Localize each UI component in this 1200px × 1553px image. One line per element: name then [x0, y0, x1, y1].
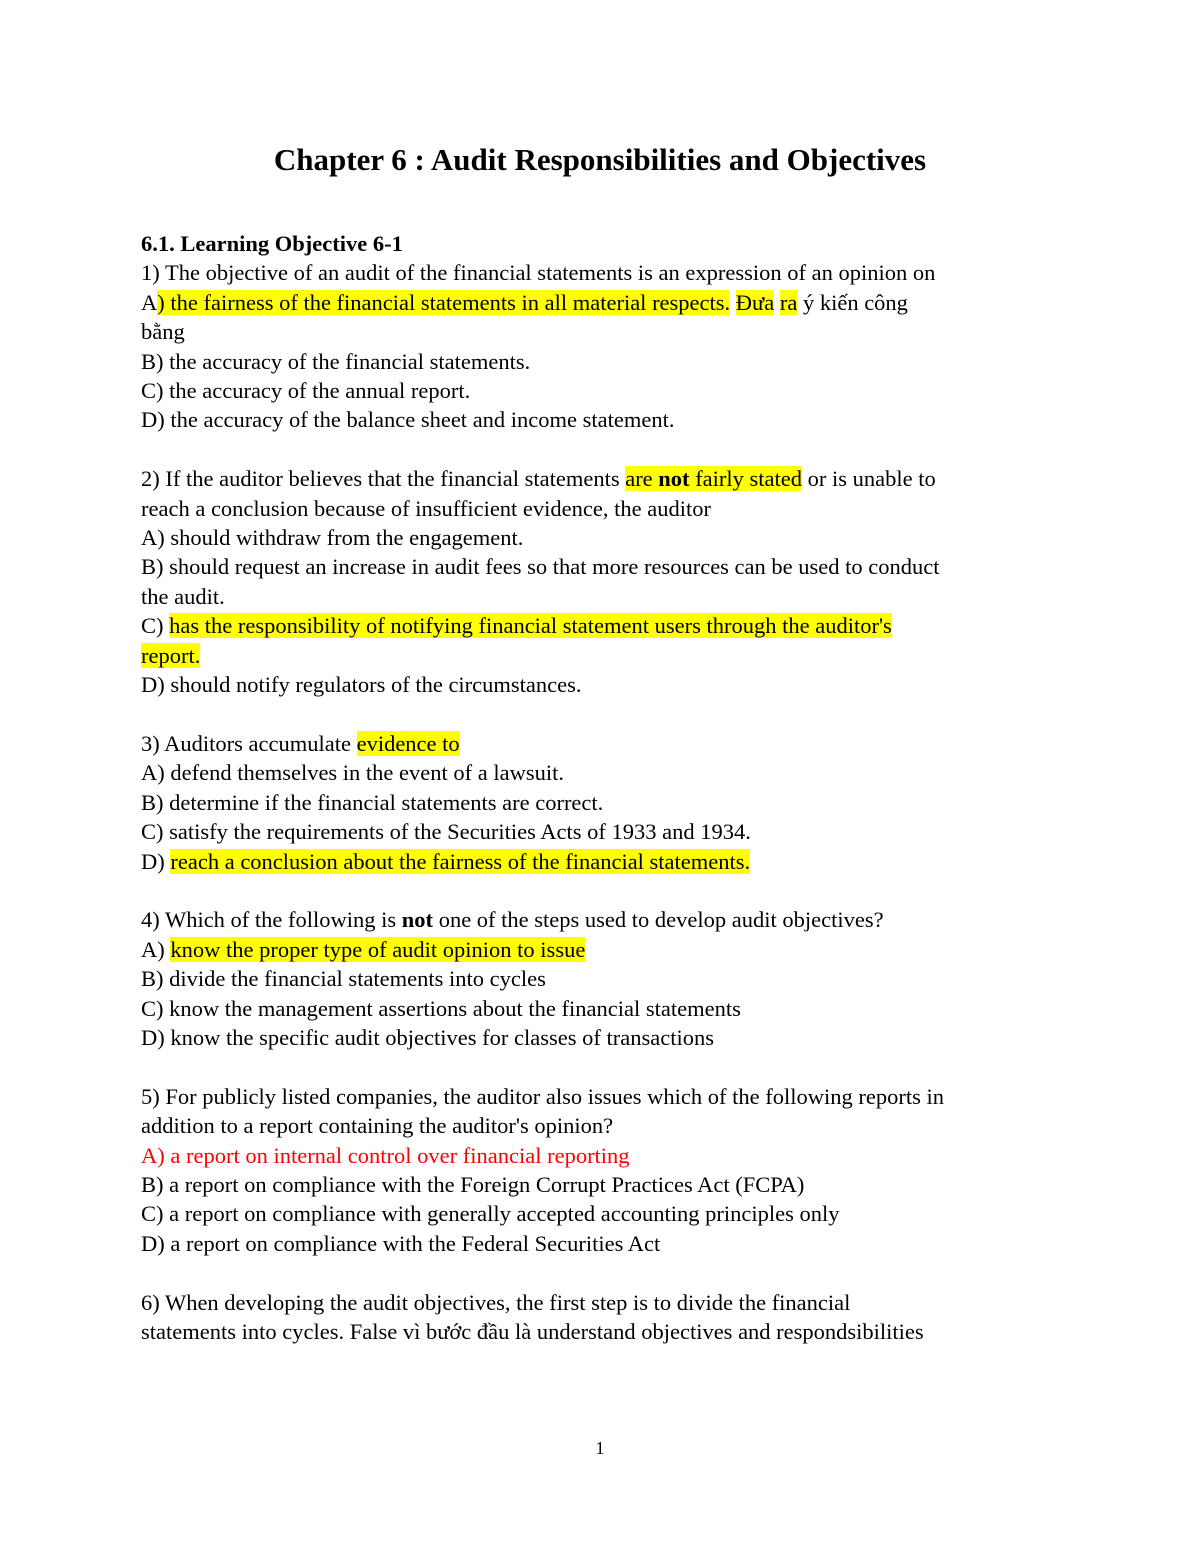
spacer [141, 699, 1061, 728]
q5-stem-continuation: addition to a report containing the auditor's opinion? [141, 1113, 614, 1139]
question-2 [141, 464, 1061, 699]
q2-option-b: B) should request an increase in audit fees so that more resources can be used to conduct [141, 554, 940, 580]
q2-stem-pre: 2) If the auditor believes that the financial statements [141, 466, 626, 492]
q2-option-a: A) should withdraw from the engagement. [141, 525, 524, 551]
q3-option-b: B) determine if the financial statements are correct. [141, 789, 604, 815]
q1-a-note-continuation: bằng [141, 319, 185, 345]
q4-stem [141, 905, 1061, 934]
question-6 [141, 1288, 1061, 1347]
q6-statement-continuation: statements into cycles. False vì bước đầu là understand objectives and respondsibilities [141, 1318, 924, 1344]
q1-a-note-highlight-1: Đưa [735, 289, 775, 315]
q1-a-answer-highlight: ) the fairness of the financial statements in all material respects. [157, 289, 731, 315]
q4-option-d: D) know the specific audit objectives for classes of transactions [141, 1024, 714, 1050]
q4-stem-post: one of the steps used to develop audit objectives? [433, 907, 884, 933]
q5-option-a-answer: A) a report on internal control over financial reporting [141, 1142, 630, 1168]
q3-stem-pre: 3) Auditors accumulate [141, 730, 357, 756]
q2-option-c [141, 611, 1061, 640]
q3-d-prefix: D) [141, 848, 171, 874]
question-1 [141, 258, 1061, 434]
q5-option-c: C) a report on compliance with generally accepted accounting principles only [141, 1201, 840, 1227]
q2-stem-highlight [625, 466, 802, 491]
q3-option-d [141, 847, 1061, 876]
q3-option-a: A) defend themselves in the event of a lawsuit. [141, 760, 564, 786]
q3-stem [141, 729, 1061, 758]
question-3 [141, 729, 1061, 876]
q2-c-answer-highlight-cont: report. [141, 642, 201, 668]
q5-option-b: B) a report on compliance with the Foreign Corrupt Practices Act (FCPA) [141, 1171, 805, 1197]
q1-option-c: C) the accuracy of the annual report. [141, 378, 471, 404]
q2-stem-hl-bold: not [658, 466, 690, 492]
q4-option-a [141, 935, 1061, 964]
spacer [141, 1052, 1061, 1081]
page-title: Chapter 6 : Audit Responsibilities and Objectives [273, 142, 927, 177]
q4-a-prefix: A) [141, 936, 171, 962]
q1-a-note-highlight-2: ra [779, 289, 798, 315]
question-4 [141, 905, 1061, 1052]
q2-stem-post: or is unable to [802, 466, 936, 492]
spacer [141, 435, 1061, 464]
q4-option-b: B) divide the financial statements into cycles [141, 966, 546, 992]
q4-stem-pre: 4) Which of the following is [141, 907, 402, 933]
q1-option-d: D) the accuracy of the balance sheet and income statement. [141, 407, 675, 433]
q2-option-c-continuation [141, 641, 1061, 670]
q5-stem: 5) For publicly listed companies, the auditor also issues which of the following reports in [141, 1083, 944, 1109]
q2-stem-continuation: reach a conclusion because of insufficient evidence, the auditor [141, 495, 711, 521]
q1-stem: 1) The objective of an audit of the financial statements is an expression of an opinion on [141, 260, 936, 286]
q2-stem-hl-part2: fairly stated [689, 466, 803, 492]
q4-stem-bold: not [401, 907, 434, 933]
q3-option-c: C) satisfy the requirements of the Securities Acts of 1933 and 1934. [141, 819, 751, 845]
q3-d-answer-highlight: reach a conclusion about the fairness of the financial statements. [170, 848, 751, 874]
q4-option-c: C) know the management assertions about the financial statements [141, 995, 741, 1021]
section-heading: 6.1. Learning Objective 6-1 [141, 231, 403, 256]
q3-stem-highlight: evidence to [356, 730, 460, 756]
q1-option-a [141, 288, 1061, 317]
q1-option-b: B) the accuracy of the financial statements. [141, 348, 531, 374]
spacer [141, 876, 1061, 905]
q5-option-d: D) a report on compliance with the Federal Securities Act [141, 1230, 661, 1256]
q6-statement: 6) When developing the audit objectives, the first step is to divide the financial [141, 1289, 851, 1315]
q1-a-note-rest: ý kiến công [797, 289, 908, 315]
q1-a-prefix: A [141, 289, 158, 315]
q1-a-space-2 [774, 290, 780, 315]
q4-a-answer-highlight: know the proper type of audit opinion to issue [170, 936, 586, 962]
q2-option-b-continuation: the audit. [141, 583, 225, 609]
q2-stem-hl-part1: are [625, 466, 659, 492]
q2-c-prefix: C) [141, 613, 170, 639]
page-number: 1 [595, 1438, 605, 1458]
q2-stem [141, 464, 1061, 493]
q2-option-d: D) should notify regulators of the circumstances. [141, 672, 582, 698]
question-5 [141, 1082, 1061, 1258]
q1-a-space [730, 290, 736, 315]
document-body [141, 229, 1061, 1346]
spacer [141, 1258, 1061, 1287]
q2-c-answer-highlight: has the responsibility of notifying financial statement users through the auditor's [169, 613, 892, 639]
